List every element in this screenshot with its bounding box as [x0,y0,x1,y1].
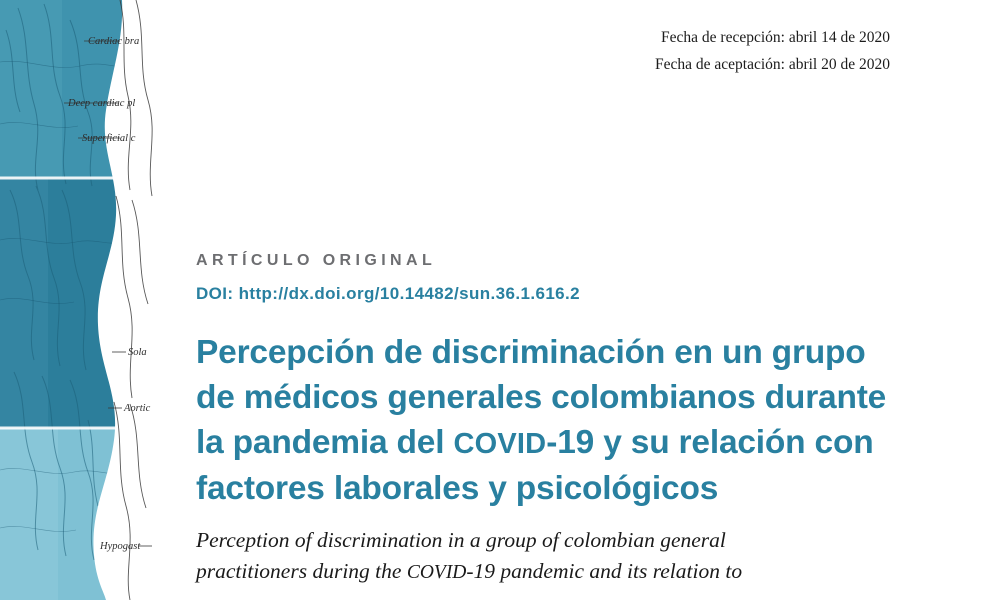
anatomy-label-1: Cardiac bra [88,36,140,47]
anatomy-label-2: Deep cardiac pl [68,98,136,109]
anatomy-label-4: Sola [128,347,147,358]
doi-link[interactable]: DOI: http://dx.doi.org/10.14482/sun.36.1.616.2 [196,284,581,303]
submission-dates [655,24,890,78]
title-es-line-2: de médicos generales colombianos durante [196,379,887,417]
date-received: Fecha de recepción: abril 14 de 2020 [661,29,890,46]
title-en-line-2-part-a: practitioners during the [196,559,407,584]
title-es-covid-smallcaps: COVID [453,428,547,461]
title-es-line-3-part-a: la pandemia del [196,424,454,462]
title-es-line-1: Percepción de discriminación en un grupo [196,334,866,371]
article-type-kicker: ARTÍCULO ORIGINAL [196,252,437,269]
anatomy-label-3: Superficial c [82,133,136,144]
page-title [196,330,896,511]
article-header [196,252,896,587]
page-subtitle-english [196,525,896,587]
title-en-line-1: Perception of discrimination in a group of colombian general [196,527,726,552]
anatomy-label-5: Aortic [124,403,151,414]
anatomical-illustration-svg [0,0,172,600]
title-es-line-4: factores laborales y psicológicos [196,469,719,507]
anatomical-decoration [0,0,172,600]
title-en-line-2-part-b: -19 pandemic and its relation to [466,559,743,584]
anatomy-label-6: Hypogast [100,541,141,552]
date-accepted: Fecha de aceptación: abril 20 de 2020 [655,56,890,74]
title-en-covid-smallcaps: COVID [406,562,467,584]
title-es-line-3-part-b: -19 y su relación con [546,424,874,462]
